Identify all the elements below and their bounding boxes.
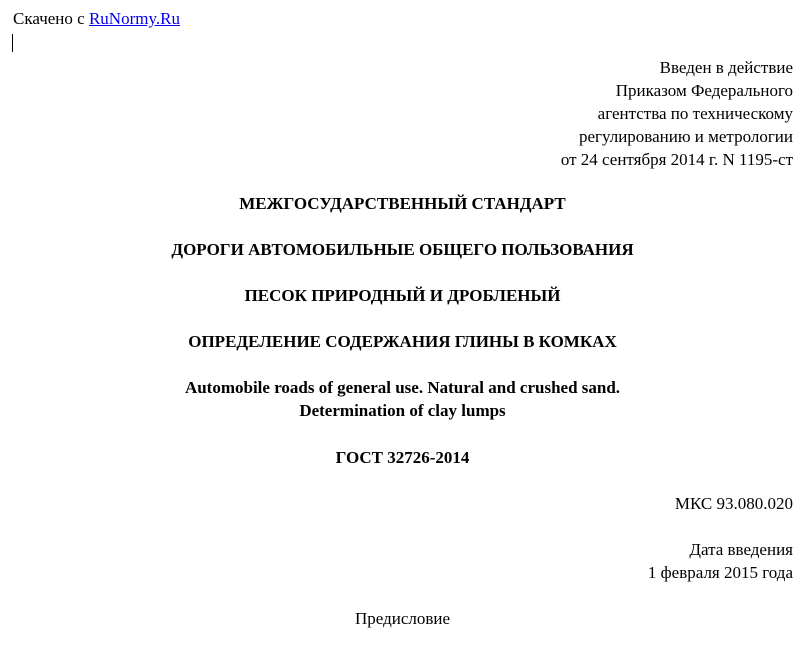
download-source-line xyxy=(13,9,180,29)
standard-number: ГОСТ 32726-2014 xyxy=(335,448,470,467)
foreword-heading: Предисловие xyxy=(354,609,451,628)
roads-heading: ДОРОГИ АВТОМОБИЛЬНЫЕ ОБЩЕГО ПОЛЬЗОВАНИЯ xyxy=(171,240,634,259)
approval-block xyxy=(561,56,793,171)
approval-line: агентства по техническому xyxy=(597,104,793,123)
interstate-standard-heading: МЕЖГОСУДАРСТВЕННЫЙ СТАНДАРТ xyxy=(239,194,566,213)
approval-line: от 24 сентября 2014 г. N 1195-ст xyxy=(560,150,793,169)
english-title-line1: Automobile roads of general use. Natural and crushed sand. xyxy=(184,378,621,397)
method-heading: ОПРЕДЕЛЕНИЕ СОДЕРЖАНИЯ ГЛИНЫ В КОМКАХ xyxy=(188,332,617,351)
download-source-prefix: Скачено с xyxy=(13,9,89,28)
mks-code: МКС 93.080.020 xyxy=(674,494,793,513)
intro-date-value: 1 февраля 2015 года xyxy=(647,563,793,582)
approval-line: Приказом Федерального xyxy=(615,81,793,100)
intro-date-label: Дата введения xyxy=(689,540,793,559)
text-cursor xyxy=(12,34,13,52)
approval-line: Введен в действие xyxy=(659,58,793,77)
sand-heading: ПЕСОК ПРИРОДНЫЙ И ДРОБЛЕНЫЙ xyxy=(244,286,561,305)
site-link[interactable]: RuNormy.Ru xyxy=(88,9,180,28)
english-title-line2: Determination of clay lumps xyxy=(299,401,506,420)
approval-line: регулированию и метрологии xyxy=(578,127,793,146)
